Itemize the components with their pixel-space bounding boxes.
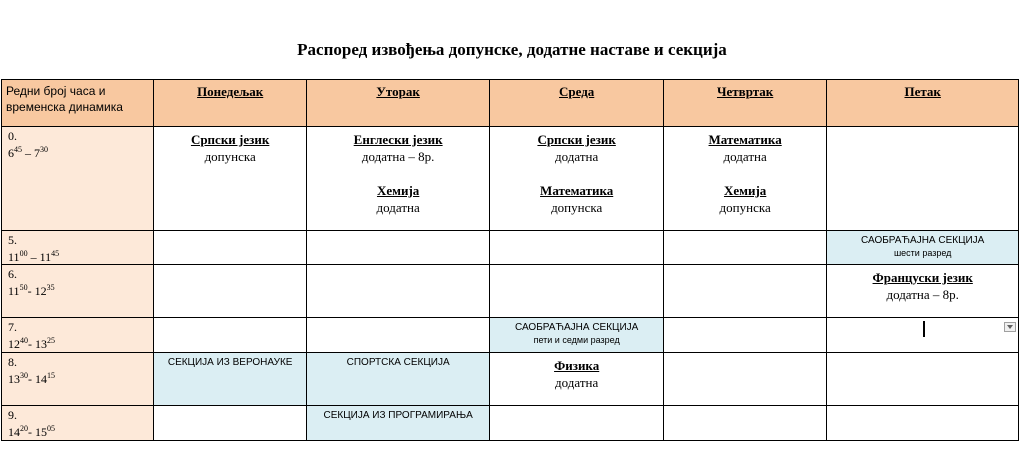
chevron-down-icon[interactable]: [1004, 322, 1016, 332]
schedule-cell[interactable]: [306, 318, 490, 353]
period-time: $12^{40}-$ $13^{25}$: [8, 336, 55, 351]
period-number: 9.: [8, 408, 17, 422]
subject-name: Француски језик: [872, 270, 973, 285]
period-time: $6^{45} - 7^{30}$: [8, 145, 48, 160]
table-row: [2, 318, 1019, 353]
header-thursday: [663, 80, 826, 127]
section-grade: шести разред: [893, 248, 952, 258]
day-label: Понедељак: [197, 84, 264, 99]
section-grade: пети и седми разред: [533, 335, 620, 345]
subject-entry: [307, 127, 490, 216]
section-name: СЕКЦИЈА ИЗ ПРОГРАМИРАЊА: [323, 410, 473, 421]
schedule-cell[interactable]: [663, 127, 826, 231]
period-number: 8.: [8, 355, 17, 369]
schedule-cell[interactable]: [154, 231, 306, 265]
schedule-cell[interactable]: [154, 406, 306, 441]
section-name: СЕКЦИЈА ИЗ ВЕРОНАУКЕ: [167, 357, 293, 368]
section-name: САОБРАЋАЈНА СЕКЦИЈА: [514, 322, 639, 333]
header-wednesday: [490, 80, 664, 127]
period-cell[interactable]: [2, 318, 154, 353]
subject-type: допунска: [204, 149, 256, 164]
subject-name: Српски језик: [537, 132, 616, 147]
subject-type: додатна: [723, 149, 767, 164]
schedule-cell[interactable]: [827, 406, 1019, 441]
schedule-cell[interactable]: [663, 231, 826, 265]
schedule-cell[interactable]: [663, 353, 826, 406]
subject-name: Енглески језик: [353, 132, 443, 147]
day-label: Уторак: [376, 84, 420, 99]
subject-type: додатна: [555, 375, 599, 390]
period-time: $14^{20}-$ $15^{05}$: [8, 424, 55, 439]
period-cell[interactable]: [2, 265, 154, 318]
period-cell[interactable]: [2, 406, 154, 441]
section-cell[interactable]: [154, 353, 306, 406]
header-friday: [827, 80, 1019, 127]
schedule-table: [1, 79, 1019, 441]
period-number: 6.: [8, 267, 17, 281]
schedule-cell[interactable]: [490, 406, 664, 441]
subject-name: Физика: [554, 358, 600, 373]
subject-entry: [490, 127, 663, 216]
schedule-cell[interactable]: [490, 231, 664, 265]
period-time: $11^{00} - 11^{45}$: [8, 249, 60, 264]
schedule-cell[interactable]: [663, 265, 826, 318]
schedule-cell[interactable]: [827, 265, 1019, 318]
schedule-cell[interactable]: [306, 127, 490, 231]
subject-type: додатна – 8р.: [886, 287, 959, 302]
table-row: [2, 406, 1019, 441]
subject-name: Хемија: [376, 183, 420, 198]
page-title: Распоред извођења допунске, додатне наставе и секција: [297, 40, 727, 59]
day-label: Петак: [904, 84, 941, 99]
header-monday: [154, 80, 306, 127]
schedule-cell[interactable]: [663, 318, 826, 353]
schedule-cell[interactable]: [827, 127, 1019, 231]
subject-type: допунска: [551, 200, 603, 215]
day-label: Четвртак: [716, 84, 774, 99]
period-cell[interactable]: [2, 127, 154, 231]
section-cell[interactable]: [306, 406, 490, 441]
schedule-cell[interactable]: [490, 127, 664, 231]
subject-name: Хемија: [723, 183, 767, 198]
schedule-cell[interactable]: [490, 265, 664, 318]
subject-type: додатна: [555, 149, 599, 164]
schedule-cell[interactable]: [306, 231, 490, 265]
section-cell[interactable]: [827, 231, 1019, 265]
schedule-cell[interactable]: [827, 353, 1019, 406]
subject-entry: [827, 265, 1018, 303]
table-row: [2, 353, 1019, 406]
section-cell[interactable]: [490, 318, 664, 353]
header-period-column: Редни број часа и временска динамика: [2, 80, 154, 127]
period-time: $11^{50}-$ $12^{35}$: [8, 283, 55, 298]
table-header-row: [2, 80, 1019, 127]
schedule-cell[interactable]: [154, 127, 306, 231]
section-cell[interactable]: [306, 353, 490, 406]
day-label: Среда: [559, 84, 595, 99]
subject-type: додатна – 8р.: [361, 149, 435, 164]
schedule-cell[interactable]: [663, 406, 826, 441]
schedule-cell[interactable]: [306, 265, 490, 318]
period-number: 0.: [8, 129, 17, 143]
subject-entry: [490, 353, 663, 391]
period-time: $13^{30}-$ $14^{15}$: [8, 371, 55, 386]
schedule-cell[interactable]: [154, 318, 306, 353]
period-number: 5.: [8, 233, 17, 247]
subject-name: Математика: [540, 183, 614, 198]
period-cell[interactable]: [2, 231, 154, 265]
period-cell[interactable]: [2, 353, 154, 406]
subject-name: Математика: [708, 132, 782, 147]
section-name: СПОРТСКА СЕКЦИЈА: [346, 357, 450, 368]
subject-type: допунска: [719, 200, 771, 215]
subject-entry: [154, 127, 305, 165]
text-cursor: [923, 321, 925, 337]
active-edit-cell[interactable]: [827, 318, 1019, 353]
header-tuesday: [306, 80, 490, 127]
schedule-cell[interactable]: [490, 353, 664, 406]
schedule-cell[interactable]: [154, 265, 306, 318]
period-number: 7.: [8, 320, 17, 334]
subject-type: додатна: [376, 200, 420, 215]
table-row: [2, 127, 1019, 231]
subject-entry: [664, 127, 826, 216]
section-name: САОБРАЋАЈНА СЕКЦИЈА: [861, 235, 985, 246]
table-row: [2, 231, 1019, 265]
table-row: [2, 265, 1019, 318]
subject-name: Српски језик: [190, 132, 270, 147]
